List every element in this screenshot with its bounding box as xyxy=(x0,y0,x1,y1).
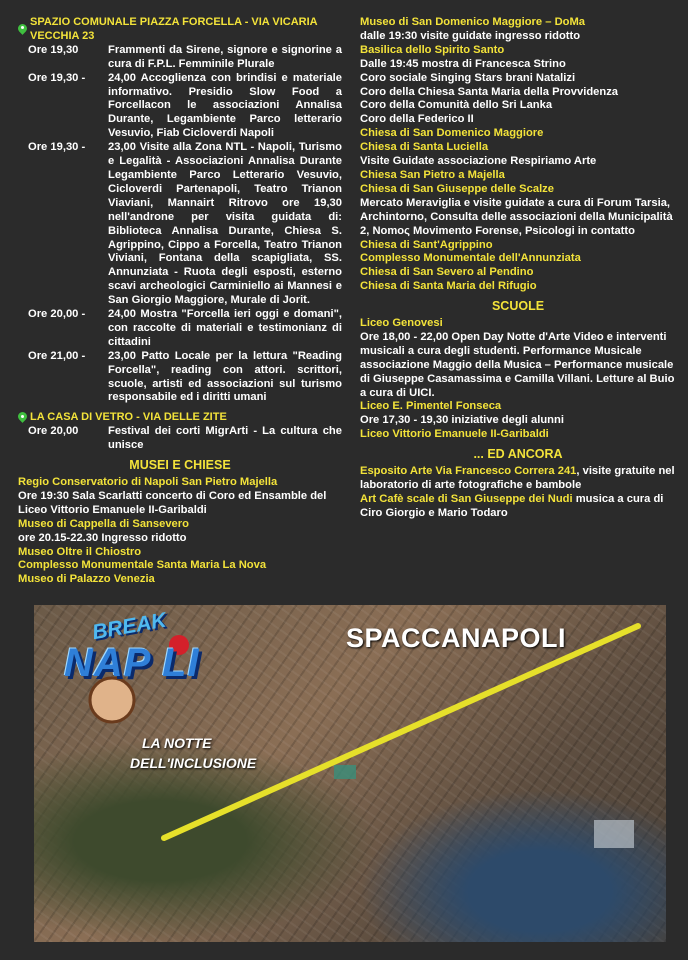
venue-name: Chiesa di San Giuseppe delle Scalze xyxy=(360,182,554,195)
venue-detail: Mercato Meraviglia e visite guidate a cura di Forum Tarsia, Archintorno, Consulta delle associazioni della Municipalità 2, Nomoς Movimento Forense, Psicologi in contatto xyxy=(360,196,673,237)
ancora-venue: Esposito Arte Via Francesco Correra 241 xyxy=(360,465,577,478)
event-description: 24,00 Mostra "Forcella ieri oggi e domani", con raccolte di materiali e testimonianz di cittadini xyxy=(108,308,342,348)
venue-name: Museo di Cappella di Sansevero xyxy=(18,517,189,530)
event-description: 23,00 Visite alla Zona NTL - Napoli, Turismo e Legalità - Associazioni Annalisa Durante Legambiente Parco Letterario Vesuvio, Cicloverdi Partenapoli, Teatro Trianon Viaviani, Mannairt Ritrovo ore 19,30 nell'androne per visita guidata di: Biblioteca Annalisa Durante, Chiesa S. Agrippino, Cippo a Forcella, Teatro Trianon Viviani, Fontana della scapigliata, SS. Annunziata - Ruota degli esposti, esterno scavi archeologici Carminiello ai Mannesi e San Giorgio Maggiore, Murale di Jorit. xyxy=(108,141,342,307)
logo-napoli-text: NAP LI xyxy=(64,641,200,685)
venue-detail: Ore 17,30 - 19,30 iniziative degli alunni xyxy=(360,414,564,427)
right-column xyxy=(360,16,676,521)
venue-detail: ore 20.15-22.30 Ingresso ridotto xyxy=(18,531,187,544)
scuole-list xyxy=(360,317,676,442)
spaccanapoli-label: SPACCANAPOLI xyxy=(346,623,567,653)
venue-name: Liceo Genovesi xyxy=(360,317,443,330)
venue-detail: Visite Guidate associazione Respiriamo Arte xyxy=(360,155,597,168)
venue-detail: Dalle 19:45 mostra di Francesca Strino xyxy=(360,57,566,70)
event-time: Ore 20,00 - xyxy=(28,308,86,321)
map-harbor-building xyxy=(594,820,634,848)
venue-detail: Coro della Chiesa Santa Maria della Provvidenza xyxy=(360,85,619,98)
logo-subtitle-1: LA NOTTE xyxy=(142,735,212,751)
map-pin-icon xyxy=(18,412,27,424)
section-title-musei: MUSEI E CHIESE xyxy=(129,458,231,473)
venue-detail: dalle 19:30 visite guidate ingresso ridotto xyxy=(360,29,581,42)
chiese-list xyxy=(360,16,676,294)
event-description: 24,00 Accoglienza con brindisi e materiale informativo. Presidio Slow Food a Forcellacon le associazioni Annalisa Durante, Legambiente Parco letterario Vesuvio, Fiab Cicloverdi Napoli xyxy=(108,71,342,140)
ancora-detail: musica a cura di Ciro Giorgio e Mario Todaro xyxy=(360,492,664,519)
event-description: 23,00 Patto Locale per la lettura "Reading Forcella", reading con attori. scrittori, scuole, artisti ed associazioni sul turismo responsabile ed i diritti umani xyxy=(108,349,342,404)
event-time: Ore 19,30 - xyxy=(28,71,86,84)
venue-name: Museo di San Domenico Maggiore – DoMa xyxy=(360,16,586,28)
venue-detail: Coro della Federico II xyxy=(360,113,474,126)
section-title-ancora: ... ED ANCORA xyxy=(473,447,563,462)
venue-heading-forcella: SPAZIO COMUNALE PIAZZA FORCELLA - VIA VICARIA VECCHIA 23 xyxy=(18,16,342,44)
logo-break-text: BREAK xyxy=(90,608,169,645)
venue-name: Chiesa di Santa Maria del Rifugio xyxy=(360,280,537,293)
venue-detail: Coro della Comunità dello Sri Lanka xyxy=(360,99,553,112)
event-time: Ore 19,30 xyxy=(28,43,79,56)
venue-heading-casa-di-vetro: LA CASA DI VETRO - VIA DELLE ZITE xyxy=(18,411,342,425)
venue-name: Chiesa di Sant'Agrippino xyxy=(360,238,493,251)
event-row xyxy=(18,44,342,72)
left-column xyxy=(18,16,342,587)
ancora-detail: , visite gratuite nel laboratorio di arte fotografiche e bambole xyxy=(360,465,675,491)
event-row xyxy=(18,308,342,350)
venue-detail: Coro sociale Singing Stars brani Natalizi xyxy=(360,71,576,84)
event-row xyxy=(18,425,342,453)
venue-name: Regio Conservatorio di Napoli San Pietro Majella xyxy=(18,476,278,488)
casa-di-vetro-events xyxy=(18,425,342,453)
venue-name: Complesso Monumentale dell'Annunziata xyxy=(360,252,581,265)
logo-subtitle-2: DELL'INCLUSIONE xyxy=(130,755,257,771)
ancora-item xyxy=(360,493,676,521)
musei-list xyxy=(18,476,342,587)
venue-name: Liceo Vittorio Emanuele II-Garibaldi xyxy=(360,428,549,441)
venue-name: Chiesa di San Domenico Maggiore xyxy=(360,127,544,140)
venue-name: Basilica dello Spirito Santo xyxy=(360,43,505,56)
event-row xyxy=(18,350,342,406)
venue-detail: Ore 19:30 Sala Scarlatti concerto di Coro ed Ensamble del Liceo Vittorio Emanuele II-Garibaldi xyxy=(18,489,327,516)
venue-name: Chiesa di Santa Luciella xyxy=(360,141,489,154)
ancora-item xyxy=(360,465,676,493)
event-time: Ore 19,30 - xyxy=(28,141,86,154)
venue-detail: Ore 18,00 - 22,00 Open Day Notte d'Arte Video e interventi musicali a cura degli studenti. Performance Musicale associazione Maggio della Musica – Performance musicale di Giuseppe Casamassima e Camilla Villani. Letture al Buio a cura di UICI. xyxy=(360,330,675,399)
venue-name: Museo Oltre il Chiostro xyxy=(18,545,142,558)
ancora-list xyxy=(360,465,676,521)
map-pin-icon xyxy=(18,24,27,36)
map-landmark-green-roof xyxy=(334,765,356,779)
spaccanapoli-route-line xyxy=(164,626,638,838)
ancora-venue: Art Cafè scale di San Giuseppe dei Nudi xyxy=(360,492,573,505)
spaccanapoli-map xyxy=(34,605,666,942)
venue-name: Complesso Monumentale Santa Maria La Nova xyxy=(18,559,267,572)
forcella-events xyxy=(18,44,342,406)
event-time: Ore 20,00 xyxy=(28,425,79,438)
event-description: Frammenti da Sirene, signore e signorine a cura di F.P.L. Femminile Plurale xyxy=(108,43,342,70)
event-description: Festival dei corti MigrArti - La cultura che unisce xyxy=(108,425,342,452)
event-row xyxy=(18,141,342,308)
venue-name: Chiesa San Pietro a Majella xyxy=(360,168,505,181)
event-time: Ore 21,00 - xyxy=(28,349,86,362)
venue-name: Chiesa di San Severo al Pendino xyxy=(360,266,534,279)
section-title-scuole: SCUOLE xyxy=(491,299,545,314)
venue-name: Liceo E. Pimentel Fonseca xyxy=(360,400,502,413)
event-row xyxy=(18,72,342,142)
venue-name: Museo di Palazzo Venezia xyxy=(18,573,155,586)
